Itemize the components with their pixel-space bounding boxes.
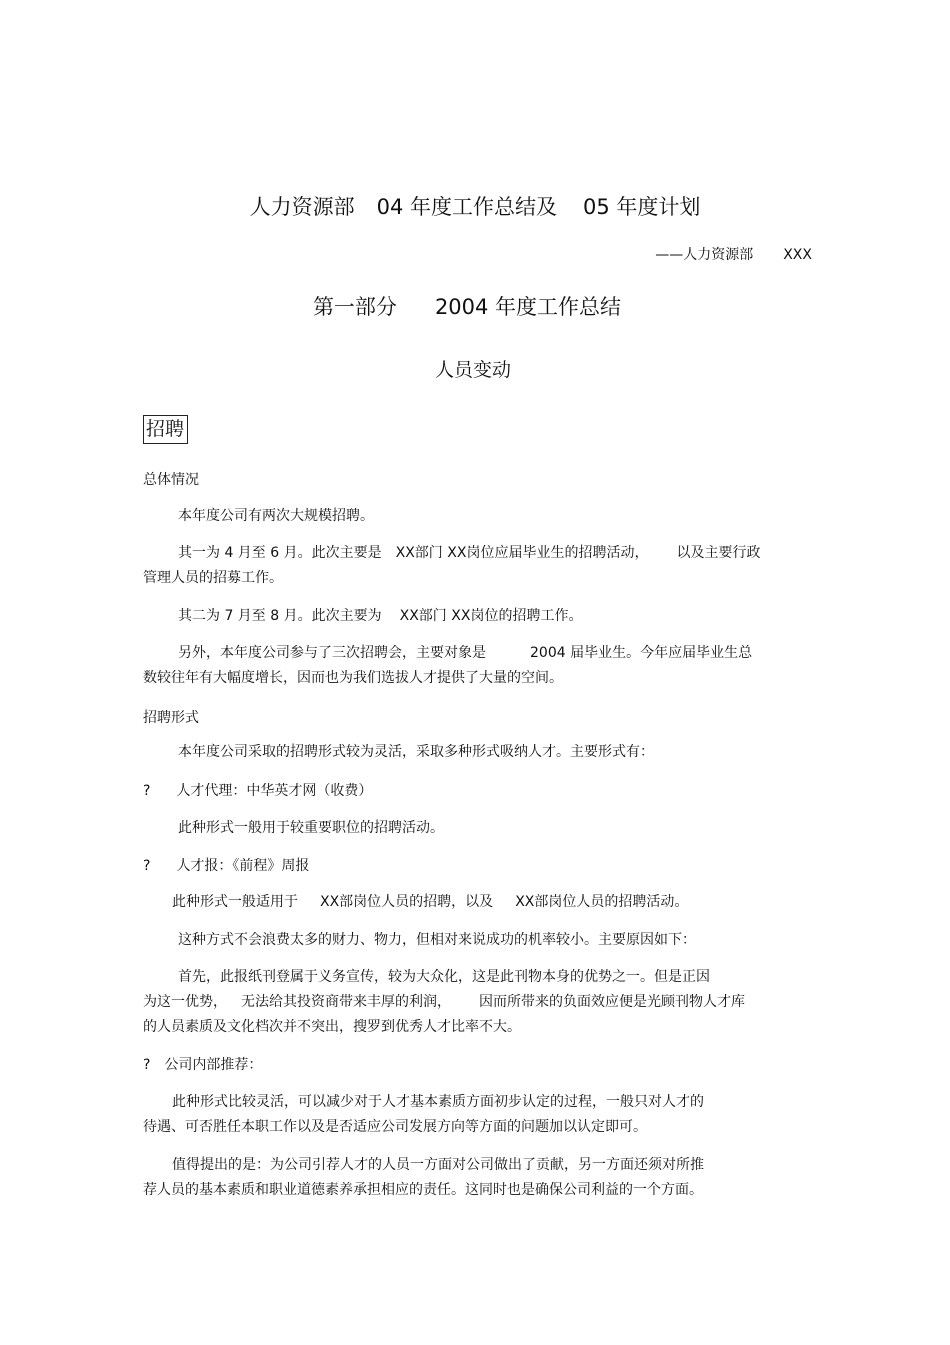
title-2005-plan: 05 年度计划 [583, 195, 701, 219]
overview-paragraph-3 [178, 604, 582, 629]
text-span: 以及主要行政 [676, 545, 761, 561]
text-span: 其一为 4 月至 6 月。此次主要是 [178, 545, 382, 561]
section-heading: 人员变动 [434, 359, 511, 381]
bullet-item-2-paragraph-2: 这种方式不会浪费太多的财力、物力，但相对来说成功的机率较小。主要原因如下： [178, 932, 696, 948]
bullet-item-2-desc [172, 890, 688, 915]
text-span: XX部岗位人员的招聘活动。 [515, 894, 689, 910]
bullet-mark: ? [143, 783, 151, 799]
byline-dept: ——人力资源部 [655, 247, 754, 263]
bullet-item-2-text: 人才报：《前程》周报 [176, 858, 310, 874]
part-label: 第一部分 [312, 295, 397, 319]
bullet-item-3-paragraph-2-line-1: 值得提出的是：为公司引荐人才的人员一方面对公司做出了贡献，另一方面还须对所推 [172, 1157, 704, 1173]
bullet-item-1-desc: 此种形式一般用于较重要职位的招聘活动。 [178, 820, 444, 836]
text-span: 为这一优势， [143, 994, 227, 1010]
bullet-mark: ? [143, 858, 151, 874]
bullet-item-2-paragraph-3-line-1: 首先，此报纸刊登属于义务宣传，较为大众化，这是此刊物本身的优势之一。但是正因 [178, 969, 710, 985]
bullet-mark: ? [143, 1057, 151, 1073]
forms-heading: 招聘形式 [143, 710, 199, 726]
subsection-heading-boxed: 招聘 [143, 415, 188, 444]
bullet-item-3 [143, 1053, 262, 1078]
text-span: 因而所带来的负面效应便是光顾刊物人才库 [479, 994, 745, 1010]
text-span: 其二为 7 月至 8 月。此次主要为 [178, 608, 382, 624]
bullet-item-3-paragraph-2-line-2: 荐人员的基本素质和职业道德素养承担相应的责任。这同时也是确保公司利益的一个方面。 [143, 1182, 703, 1198]
forms-intro: 本年度公司采取的招聘形式较为灵活，采取多种形式吸纳人才。主要形式有： [178, 744, 654, 760]
bullet-item-2-paragraph-3-line-3: 的人员素质及文化档次并不突出，搜罗到优秀人才比率不大。 [143, 1019, 521, 1035]
text-span: 另外，本年度公司参与了三次招聘会，主要对象是 [178, 645, 486, 661]
byline-name: XXX [783, 247, 812, 263]
overview-paragraph-2-line-2: 管理人员的招募工作。 [143, 570, 283, 586]
text-span: 无法给其投资商带来丰厚的利润， [241, 994, 451, 1010]
bullet-item-3-paragraph-1-line-1: 此种形式比较灵活，可以减少对于人才基本素质方面初步认定的过程，一般只对人才的 [172, 1094, 704, 1110]
bullet-item-2 [143, 854, 309, 879]
text-span: XX部门 XX岗位的招聘工作。 [399, 608, 583, 624]
text-span: XX部门 XX岗位应届毕业生的招聘活动， [395, 545, 649, 561]
bullet-item-3-paragraph-1-line-2: 待遇、可否胜任本职工作以及是否适应公司发展方向等方面的问题加以认定即可。 [143, 1119, 647, 1135]
text-span: 2004 届毕业生。今年应届毕业生总 [530, 645, 753, 661]
overview-paragraph-4-line-2: 数较往年有大幅度增长，因而也为我们选拔人才提供了大量的空间。 [143, 670, 563, 686]
bullet-item-2-paragraph-3-line-2 [143, 990, 745, 1015]
text-span: 此种形式一般适用于 [172, 894, 298, 910]
title-2004-summary: 04 年度工作总结及 [376, 195, 557, 219]
byline [655, 244, 812, 264]
part-heading [0, 291, 934, 321]
title-dept: 人力资源部 [249, 195, 355, 219]
overview-paragraph-4-line-1 [178, 641, 752, 666]
overview-paragraph-1: 本年度公司有两次大规模招聘。 [178, 508, 374, 524]
overview-heading: 总体情况 [143, 472, 199, 488]
bullet-item-1 [143, 779, 372, 804]
part-year: 2004 年度工作总结 [434, 295, 622, 319]
bullet-item-1-text: 人才代理：中华英才网（收费） [176, 783, 373, 799]
document-title [0, 191, 950, 221]
overview-paragraph-2-line-1 [178, 541, 760, 566]
text-span: XX部岗位人员的招聘，以及 [320, 894, 494, 910]
bullet-item-3-text: 公司内部推荐： [164, 1057, 263, 1073]
